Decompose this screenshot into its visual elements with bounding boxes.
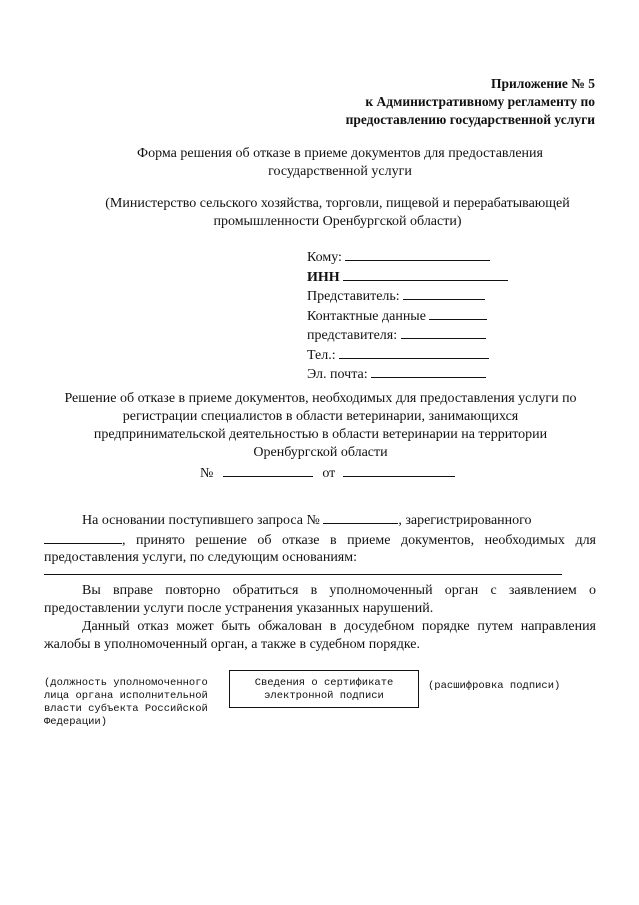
appendix-regulation: к Административному регламенту по xyxy=(365,94,595,109)
ministry-name xyxy=(50,195,625,231)
form-title-line-1: Форма решения об отказе в приеме документов для предоставления xyxy=(137,146,543,161)
official-position-caption: (должность уполномоченного лица органа исполнительной власти субъекта Российской Федерации) xyxy=(44,677,208,728)
certificate-line-1: Сведения о сертификате xyxy=(254,677,394,689)
request-number-field[interactable] xyxy=(323,510,398,524)
decision-title-line-4: Оренбургской области xyxy=(253,445,388,460)
contacts-label-2: представителя: xyxy=(307,328,398,343)
decision-title-line-2: регистрации специалистов в области ветеринарии, занимающихся xyxy=(122,409,519,424)
recipient-block xyxy=(307,247,508,384)
recipient-inn-row xyxy=(307,267,508,287)
decision-title-line-1: Решение об отказе в приеме документов, необходимых для предоставления услуги по xyxy=(64,391,577,406)
ministry-line-1: (Министерство сельского хозяйства, торговли, пищевой и перерабатывающей xyxy=(105,196,570,211)
form-title-line-2: государственной услуги xyxy=(268,164,412,179)
ministry-line-2: промышленности Оренбургской области) xyxy=(213,214,462,229)
recipient-inn-field[interactable] xyxy=(343,267,508,281)
paragraph-appeal: Данный отказ может быть обжалован в досудебном порядке путем направления жалобы в уполномоченный орган, а также в судебном порядке. xyxy=(44,619,596,652)
representative-field[interactable] xyxy=(403,286,485,300)
phone-field[interactable] xyxy=(339,345,489,359)
contacts-row-1 xyxy=(307,306,508,326)
recipient-inn-label: ИНН xyxy=(307,269,340,285)
grounds-line[interactable] xyxy=(44,574,562,575)
signature-decryption-caption: (расшифровка подписи) xyxy=(428,680,561,692)
contacts-row-2 xyxy=(307,325,508,345)
appendix-service: предоставлению государственной услуги xyxy=(345,112,595,127)
decision-date-field[interactable] xyxy=(343,463,455,477)
registration-date-field[interactable] xyxy=(44,530,122,544)
certificate-box xyxy=(229,670,419,708)
phone-row xyxy=(307,345,508,365)
paragraph-reapply: Вы вправе повторно обратиться в уполномоченный орган с заявлением о предоставлении услуги после устранения указанных нарушений. xyxy=(44,583,596,616)
decision-number-field[interactable] xyxy=(223,463,313,477)
decision-number-row xyxy=(200,463,455,482)
number-sign: № xyxy=(200,466,214,481)
appendix-number: Приложение № 5 xyxy=(491,76,595,91)
contacts-field-1[interactable] xyxy=(429,306,487,320)
paragraph-basis xyxy=(44,510,596,567)
email-label: Эл. почта: xyxy=(307,367,368,382)
recipient-to-row xyxy=(307,247,508,267)
representative-row xyxy=(307,286,508,306)
email-row xyxy=(307,364,508,384)
recipient-to-field[interactable] xyxy=(345,247,490,261)
appendix-header xyxy=(346,75,595,129)
email-field[interactable] xyxy=(371,364,486,378)
form-title xyxy=(60,145,620,181)
certificate-line-2: электронной подписи xyxy=(264,690,384,702)
contacts-label-1: Контактные данные xyxy=(307,308,426,324)
contacts-field-2[interactable] xyxy=(401,325,486,339)
decision-title xyxy=(38,390,603,462)
recipient-to-label: Кому: xyxy=(307,250,342,265)
representative-label: Представитель: xyxy=(307,289,400,304)
from-label: от xyxy=(322,466,336,481)
decision-title-line-3: предпринимательской деятельностью в области ветеринарии на территории xyxy=(93,427,548,442)
basis-text-b: , зарегистрированного xyxy=(398,513,532,528)
phone-label: Тел.: xyxy=(307,347,336,363)
basis-text-a: На основании поступившего запроса № xyxy=(82,513,320,528)
basis-text-c: , принято решение об отказе в приеме документов, необходимых для предоставления услуги, по следующим основаниям: xyxy=(44,532,596,565)
